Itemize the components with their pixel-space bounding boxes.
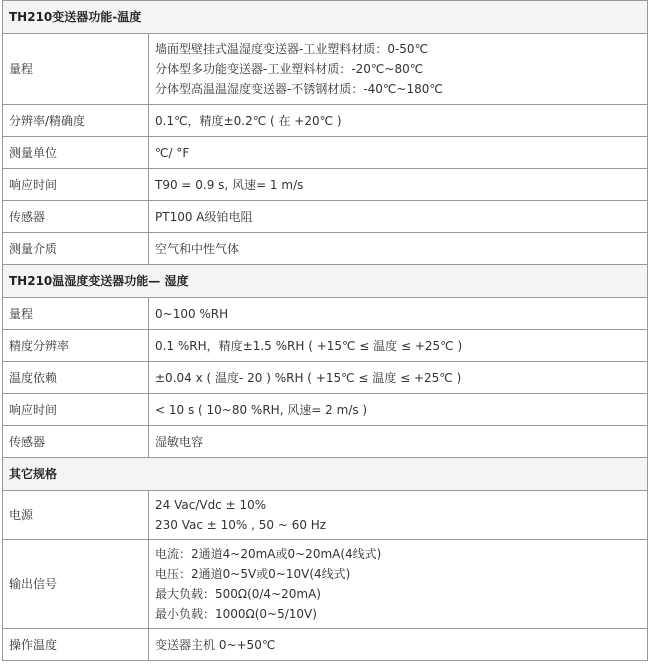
row-value: [149, 394, 648, 426]
value-line: PT100 A级铂电阻: [155, 209, 253, 224]
row-value: [149, 233, 648, 265]
table-row: [3, 426, 648, 458]
row-value: [149, 137, 648, 169]
table-row: [3, 629, 648, 661]
row-label: 分辨率/精确度: [3, 105, 149, 137]
table-row: [3, 491, 648, 540]
row-label: 精度分辨率: [3, 330, 149, 362]
row-value: [149, 169, 648, 201]
value-line: ℃/ °F: [155, 145, 190, 160]
row-label: 量程: [3, 298, 149, 330]
table-row: [3, 362, 648, 394]
value-line: 230 Vac ± 10% , 50 ~ 60 Hz: [155, 518, 327, 532]
row-value: [149, 540, 648, 629]
value-line: 0~100 %RH: [155, 306, 229, 321]
table-row: [3, 105, 648, 137]
spec-table: [2, 0, 648, 661]
row-value: [149, 298, 648, 330]
row-label: 温度依赖: [3, 362, 149, 394]
table-row: [3, 394, 648, 426]
value-line: 0.1 %RH，精度±1.5 %RH ( +15℃ ≤ 温度 ≤ +25℃ ): [155, 338, 463, 353]
value-line: 湿敏电容: [155, 434, 204, 449]
value-line: 最大负载：500Ω(0/4~20mA): [155, 587, 321, 601]
table-row: [3, 34, 648, 105]
row-label: 输出信号: [3, 540, 149, 629]
table-row: [3, 137, 648, 169]
row-label: 测量单位: [3, 137, 149, 169]
value-line: ±0.04 x ( 温度- 20 ) %RH ( +15℃ ≤ 温度 ≤ +25℃ ): [155, 370, 462, 385]
value-line: 24 Vac/Vdc ± 10%: [155, 498, 267, 512]
value-line: 0.1℃，精度±0.2℃ ( 在 +20℃ ): [155, 113, 342, 128]
section-header-humidity: [3, 265, 648, 298]
row-label: 传感器: [3, 426, 149, 458]
value-line: 空气和中性气体: [155, 241, 240, 256]
row-label: 测量介质: [3, 233, 149, 265]
value-line: T90 = 0.9 s, 风速= 1 m/s: [155, 177, 304, 192]
table-row: [3, 233, 648, 265]
row-value: [149, 330, 648, 362]
spec-table-body: [3, 1, 648, 661]
row-label: 传感器: [3, 201, 149, 233]
value-line: 变送器主机 0~+50℃: [155, 637, 276, 652]
value-line: 墙面型壁挂式温湿度变送器-工业塑料材质：0-50℃: [155, 42, 429, 56]
row-value: [149, 426, 648, 458]
row-label: 响应时间: [3, 169, 149, 201]
table-row: [3, 169, 648, 201]
value-line: 电压：2通道0~5V或0~10V(4线式): [155, 567, 351, 581]
row-label: 操作温度: [3, 629, 149, 661]
section-title: 其它规格: [3, 458, 648, 491]
section-title: TH210变送器功能-温度: [3, 1, 648, 34]
row-value: [149, 491, 648, 540]
table-row: [3, 298, 648, 330]
row-label: 响应时间: [3, 394, 149, 426]
row-value: [149, 629, 648, 661]
row-label: 量程: [3, 34, 149, 105]
table-row: [3, 201, 648, 233]
table-row: [3, 540, 648, 629]
value-line: 分体型高温温湿度变送器-不锈钢材质：-40℃~180℃: [155, 82, 443, 96]
row-value: [149, 105, 648, 137]
section-header-other-specs: [3, 458, 648, 491]
value-line: < 10 s ( 10~80 %RH, 风速= 2 m/s ): [155, 402, 368, 417]
table-row: [3, 330, 648, 362]
section-title: TH210温湿度变送器功能— 湿度: [3, 265, 648, 298]
value-line: 分体型多功能变送器-工业塑料材质：-20℃~80℃: [155, 62, 424, 76]
value-line: 电流：2通道4~20mA或0~20mA(4线式): [155, 547, 382, 561]
section-header-temperature: [3, 1, 648, 34]
row-value: [149, 362, 648, 394]
row-value: [149, 201, 648, 233]
row-label: 电源: [3, 491, 149, 540]
row-value: [149, 34, 648, 105]
value-line: 最小负载：1000Ω(0~5/10V): [155, 607, 317, 621]
